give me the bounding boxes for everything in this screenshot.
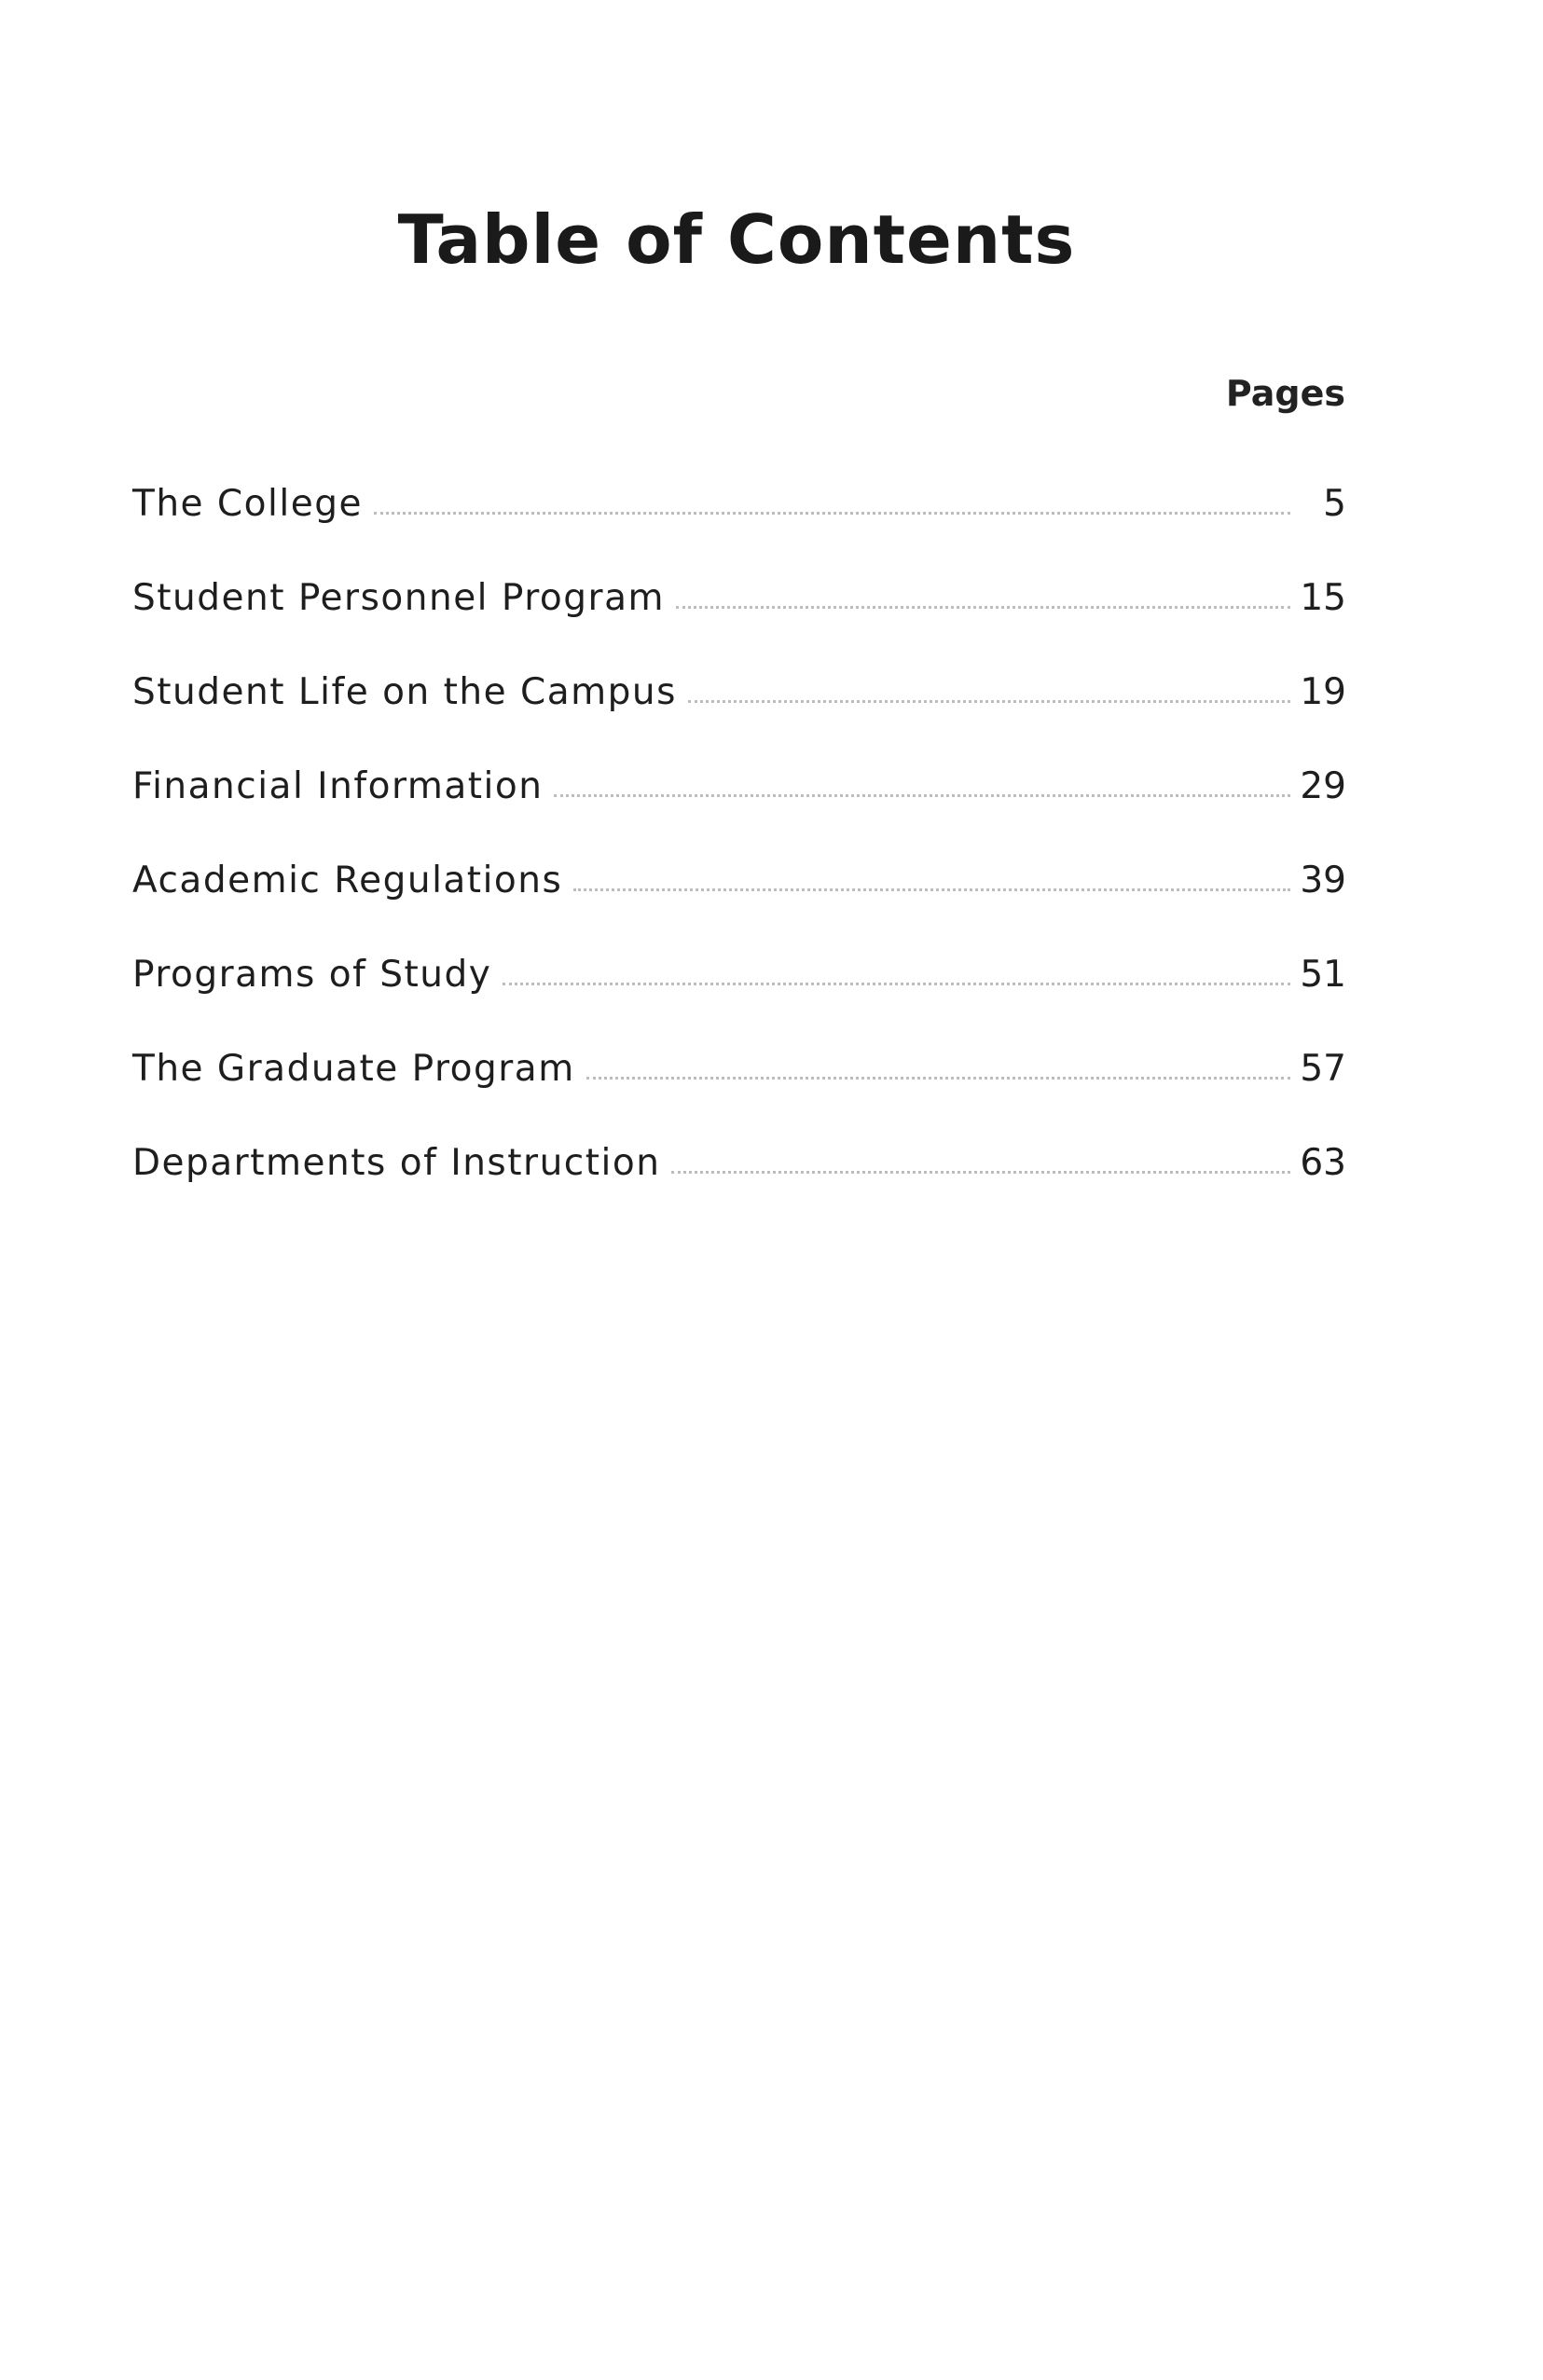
toc-entry-label: Student Personnel Program: [132, 577, 665, 619]
dot-leader: [676, 580, 1290, 617]
pages-column-header: Pages: [1225, 373, 1345, 414]
toc-entry-page: 29: [1300, 765, 1346, 807]
toc-entry: [132, 928, 1346, 1022]
dot-leader: [554, 768, 1290, 805]
toc-entry-page: 19: [1300, 671, 1346, 713]
toc-entry-label: Academic Regulations: [132, 860, 563, 901]
toc-entry-label: The Graduate Program: [132, 1048, 575, 1090]
dot-leader: [374, 486, 1290, 523]
dot-leader: [573, 862, 1290, 900]
toc-entry-page: 51: [1300, 954, 1346, 996]
toc-entry-page: 63: [1300, 1142, 1346, 1184]
toc-entry-label: The College: [132, 483, 363, 525]
dot-leader: [503, 956, 1290, 994]
table-of-contents: [132, 457, 1346, 1210]
toc-entry-page: 5: [1323, 483, 1346, 525]
toc-entry-page: 57: [1300, 1048, 1346, 1090]
toc-entry: [132, 833, 1346, 928]
toc-entry-label: Financial Information: [132, 765, 544, 807]
toc-entry: [132, 739, 1346, 833]
toc-entry-label: Departments of Instruction: [132, 1142, 661, 1184]
toc-entry: [132, 551, 1346, 645]
toc-entry: [132, 1116, 1346, 1210]
dot-leader: [586, 1051, 1290, 1088]
dot-leader: [688, 674, 1290, 711]
dot-leader: [671, 1145, 1290, 1182]
toc-entry: [132, 1022, 1346, 1116]
toc-entry-page: 39: [1300, 860, 1346, 901]
toc-entry-label: Programs of Study: [132, 954, 492, 996]
page-title: Table of Contents: [397, 200, 1076, 279]
toc-entry-page: 15: [1300, 577, 1346, 619]
toc-entry-label: Student Life on the Campus: [132, 671, 677, 713]
toc-entry: [132, 457, 1346, 551]
toc-entry: [132, 645, 1346, 739]
